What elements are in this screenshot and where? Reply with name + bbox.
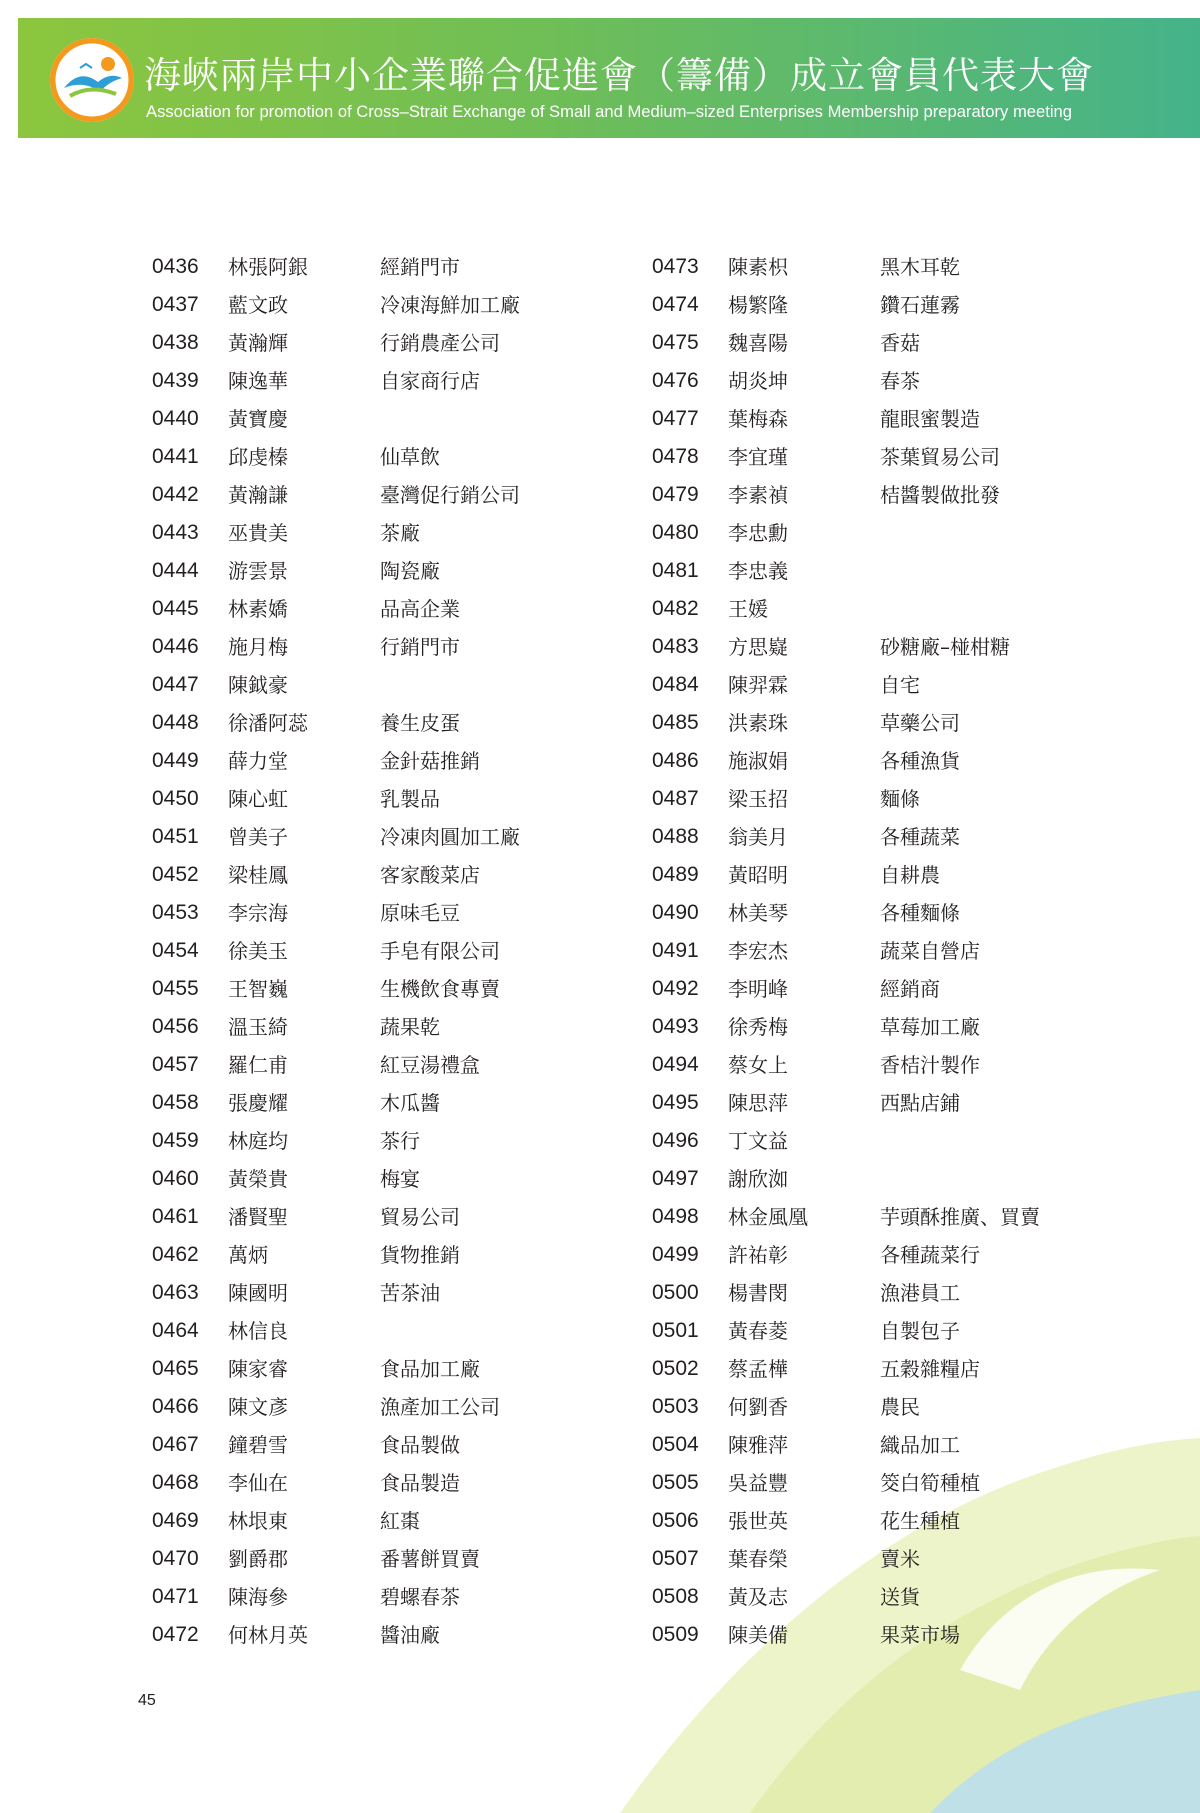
- member-number: 0484: [652, 673, 699, 696]
- member-number: 0501: [652, 1319, 699, 1342]
- member-name: 胡炎坤: [728, 369, 788, 393]
- member-row: [152, 476, 612, 514]
- member-number: 0486: [652, 749, 699, 772]
- member-number: 0448: [152, 711, 199, 734]
- member-name: 何劉香: [728, 1395, 788, 1419]
- member-name: 王智巍: [228, 977, 288, 1001]
- member-number: 0491: [652, 939, 699, 962]
- member-name: 李宗海: [228, 901, 288, 925]
- member-number: 0454: [152, 939, 199, 962]
- member-name: 徐潘阿蕊: [228, 711, 308, 735]
- member-name: 林垠東: [228, 1509, 288, 1533]
- member-name: 林素嬌: [228, 597, 288, 621]
- member-row: [152, 1008, 612, 1046]
- member-row: [152, 1350, 612, 1388]
- member-number: 0471: [152, 1585, 199, 1608]
- member-name: 李忠義: [728, 559, 788, 583]
- member-row: [652, 932, 1112, 970]
- member-row: [652, 438, 1112, 476]
- member-number: 0451: [152, 825, 199, 848]
- member-name: 藍文政: [228, 293, 288, 317]
- member-number: 0466: [152, 1395, 199, 1418]
- member-row: [152, 362, 612, 400]
- member-name: 洪素珠: [728, 711, 788, 735]
- member-number: 0509: [652, 1623, 699, 1646]
- member-business: 送貨: [880, 1585, 920, 1609]
- member-row: [152, 1084, 612, 1122]
- member-name: 李宏杰: [728, 939, 788, 963]
- member-name: 羅仁甫: [228, 1053, 288, 1077]
- member-number: 0478: [652, 445, 699, 468]
- member-number: 0447: [152, 673, 199, 696]
- member-row: [652, 1464, 1112, 1502]
- member-row: [652, 628, 1112, 666]
- member-business: 客家酸菜店: [380, 863, 480, 887]
- member-number: 0504: [652, 1433, 699, 1456]
- member-name: 陳文彥: [228, 1395, 288, 1419]
- member-name: 林張阿銀: [228, 255, 308, 279]
- member-row: [152, 1616, 612, 1654]
- member-name: 施月梅: [228, 635, 288, 659]
- member-name: 林金風凰: [728, 1205, 808, 1229]
- member-row: [152, 932, 612, 970]
- member-row: [652, 856, 1112, 894]
- member-name: 黃瀚輝: [228, 331, 288, 355]
- member-business: 五穀雜糧店: [880, 1357, 980, 1381]
- member-business: 茶行: [380, 1129, 420, 1153]
- member-number: 0442: [152, 483, 199, 506]
- member-name: 陳家睿: [228, 1357, 288, 1381]
- member-name: 張世英: [728, 1509, 788, 1533]
- member-business: 紅棗: [380, 1509, 420, 1533]
- member-number: 0500: [652, 1281, 699, 1304]
- member-name: 潘賢聖: [228, 1205, 288, 1229]
- member-name: 劉爵郡: [228, 1547, 288, 1571]
- member-business: 果菜市場: [880, 1623, 960, 1647]
- member-business: 食品製做: [380, 1433, 460, 1457]
- member-number: 0475: [652, 331, 699, 354]
- member-business: 漁港員工: [880, 1281, 960, 1305]
- member-business: 草莓加工廠: [880, 1015, 980, 1039]
- member-number: 0453: [152, 901, 199, 924]
- member-name: 陳素枳: [728, 255, 788, 279]
- member-name: 徐美玉: [228, 939, 288, 963]
- member-name: 陳海參: [228, 1585, 288, 1609]
- member-business: 食品加工廠: [380, 1357, 480, 1381]
- member-name: 黃春菱: [728, 1319, 788, 1343]
- member-row: [652, 400, 1112, 438]
- member-number: 0493: [652, 1015, 699, 1038]
- member-number: 0462: [152, 1243, 199, 1266]
- member-row: [152, 286, 612, 324]
- member-number: 0437: [152, 293, 199, 316]
- member-business: 仙草飲: [380, 445, 440, 469]
- member-business: 貿易公司: [380, 1205, 460, 1229]
- member-number: 0470: [152, 1547, 199, 1570]
- member-number: 0439: [152, 369, 199, 392]
- member-number: 0457: [152, 1053, 199, 1076]
- member-number: 0477: [652, 407, 699, 430]
- member-row: [152, 590, 612, 628]
- member-number: 0456: [152, 1015, 199, 1038]
- member-business: 龍眼蜜製造: [880, 407, 980, 431]
- member-name: 徐秀梅: [728, 1015, 788, 1039]
- member-name: 黃昭明: [728, 863, 788, 887]
- member-number: 0483: [652, 635, 699, 658]
- member-row: [152, 970, 612, 1008]
- header-banner: [18, 18, 1200, 138]
- member-name: 萬炳: [228, 1243, 268, 1267]
- member-name: 楊書閔: [728, 1281, 788, 1305]
- member-row: [652, 590, 1112, 628]
- member-name: 蔡孟樺: [728, 1357, 788, 1381]
- member-business: 紅豆湯禮盒: [380, 1053, 480, 1077]
- member-name: 李忠勳: [728, 521, 788, 545]
- member-business: 碧螺春茶: [380, 1585, 460, 1609]
- member-name: 丁文益: [728, 1129, 788, 1153]
- member-name: 游雲景: [228, 559, 288, 583]
- member-row: [652, 1426, 1112, 1464]
- member-name: 何林月英: [228, 1623, 308, 1647]
- member-business: 砂糖廠–椪柑糖: [880, 635, 1010, 659]
- member-row: [652, 1046, 1112, 1084]
- member-name: 楊繁隆: [728, 293, 788, 317]
- member-list-right: [652, 248, 1112, 1654]
- member-row: [152, 1046, 612, 1084]
- member-row: [152, 856, 612, 894]
- member-business: 生機飲食專賣: [380, 977, 500, 1001]
- member-business: 自耕農: [880, 863, 940, 887]
- member-business: 冷凍肉圓加工廠: [380, 825, 520, 849]
- member-number: 0492: [652, 977, 699, 1000]
- page-subtitle: Association for promotion of Cross–Strait Exchange of Small and Medium–sized Enterprises Membership preparatory meeting: [146, 102, 1072, 121]
- member-row: [652, 362, 1112, 400]
- member-business: 乳製品: [380, 787, 440, 811]
- member-row: [652, 514, 1112, 552]
- member-row: [152, 1502, 612, 1540]
- member-row: [152, 666, 612, 704]
- member-business: 番薯餅買賣: [380, 1547, 480, 1571]
- member-name: 曾美子: [228, 825, 288, 849]
- member-name: 陳思萍: [728, 1091, 788, 1115]
- member-business: 養生皮蛋: [380, 711, 460, 735]
- member-row: [652, 1084, 1112, 1122]
- member-business: 自家商行店: [380, 369, 480, 393]
- member-business: 芋頭酥推廣、買賣: [880, 1205, 1040, 1229]
- member-business: 品高企業: [380, 597, 460, 621]
- member-number: 0436: [152, 255, 199, 278]
- member-name: 李明峰: [728, 977, 788, 1001]
- member-name: 葉春榮: [728, 1547, 788, 1571]
- member-business: 苦茶油: [380, 1281, 440, 1305]
- member-number: 0443: [152, 521, 199, 544]
- member-name: 邱虔榛: [228, 445, 288, 469]
- member-name: 黃瀚謙: [228, 483, 288, 507]
- member-row: [652, 1578, 1112, 1616]
- member-number: 0444: [152, 559, 199, 582]
- member-row: [152, 704, 612, 742]
- member-number: 0438: [152, 331, 199, 354]
- member-number: 0482: [652, 597, 699, 620]
- member-number: 0505: [652, 1471, 699, 1494]
- member-row: [652, 666, 1112, 704]
- member-business: 梅宴: [380, 1167, 420, 1191]
- member-row: [652, 1160, 1112, 1198]
- member-name: 梁玉招: [728, 787, 788, 811]
- member-name: 薛力堂: [228, 749, 288, 773]
- member-row: [152, 1160, 612, 1198]
- member-row: [652, 1616, 1112, 1654]
- member-name: 蔡女上: [728, 1053, 788, 1077]
- member-business: 貨物推銷: [380, 1243, 460, 1267]
- member-row: [152, 400, 612, 438]
- member-business: 賣米: [880, 1547, 920, 1571]
- member-number: 0446: [152, 635, 199, 658]
- member-row: [152, 1464, 612, 1502]
- member-number: 0480: [652, 521, 699, 544]
- member-number: 0476: [652, 369, 699, 392]
- member-number: 0455: [152, 977, 199, 1000]
- member-business: 花生種植: [880, 1509, 960, 1533]
- member-business: 麵條: [880, 787, 920, 811]
- member-name: 葉梅森: [728, 407, 788, 431]
- member-name: 魏喜陽: [728, 331, 788, 355]
- member-business: 桔醬製做批發: [880, 483, 1000, 507]
- member-business: 筊白筍種植: [880, 1471, 980, 1495]
- member-business: 經銷商: [880, 977, 940, 1001]
- member-business: 陶瓷廠: [380, 559, 440, 583]
- member-number: 0487: [652, 787, 699, 810]
- member-row: [152, 1198, 612, 1236]
- member-business: 行銷農產公司: [380, 331, 500, 355]
- member-row: [152, 780, 612, 818]
- member-name: 施淑娟: [728, 749, 788, 773]
- member-row: [152, 818, 612, 856]
- member-row: [152, 248, 612, 286]
- member-number: 0490: [652, 901, 699, 924]
- member-row: [652, 970, 1112, 1008]
- member-row: [652, 1274, 1112, 1312]
- member-name: 梁桂鳳: [228, 863, 288, 887]
- member-number: 0502: [652, 1357, 699, 1380]
- member-row: [152, 628, 612, 666]
- member-name: 方思嶷: [728, 635, 788, 659]
- member-number: 0497: [652, 1167, 699, 1190]
- member-number: 0461: [152, 1205, 199, 1228]
- member-row: [152, 1540, 612, 1578]
- member-name: 陳雅萍: [728, 1433, 788, 1457]
- member-business: 茶廠: [380, 521, 420, 545]
- logo-graphic: [50, 38, 134, 122]
- member-row: [652, 818, 1112, 856]
- member-name: 陳心虹: [228, 787, 288, 811]
- member-name: 黃寶慶: [228, 407, 288, 431]
- member-row: [652, 1350, 1112, 1388]
- member-number: 0507: [652, 1547, 699, 1570]
- member-name: 李仙在: [228, 1471, 288, 1495]
- member-business: 冷凍海鮮加工廠: [380, 293, 520, 317]
- member-business: 各種麵條: [880, 901, 960, 925]
- member-business: 自製包子: [880, 1319, 960, 1343]
- member-business: 各種蔬菜: [880, 825, 960, 849]
- member-name: 林美琴: [728, 901, 788, 925]
- member-business: 經銷門市: [380, 255, 460, 279]
- member-number: 0485: [652, 711, 699, 734]
- member-row: [652, 1122, 1112, 1160]
- member-row: [652, 1198, 1112, 1236]
- member-name: 巫貴美: [228, 521, 288, 545]
- member-row: [152, 894, 612, 932]
- member-number: 0488: [652, 825, 699, 848]
- member-business: 西點店鋪: [880, 1091, 960, 1115]
- member-row: [152, 514, 612, 552]
- member-row: [652, 704, 1112, 742]
- member-list-left: [152, 248, 612, 1654]
- member-name: 林信良: [228, 1319, 288, 1343]
- member-number: 0498: [652, 1205, 699, 1228]
- member-business: 自宅: [880, 673, 920, 697]
- member-row: [152, 1122, 612, 1160]
- member-business: 黑木耳乾: [880, 255, 960, 279]
- member-name: 張慶耀: [228, 1091, 288, 1115]
- member-name: 鐘碧雪: [228, 1433, 288, 1457]
- member-business: 蔬果乾: [380, 1015, 440, 1039]
- member-business: 各種漁貨: [880, 749, 960, 773]
- member-number: 0472: [152, 1623, 199, 1646]
- member-row: [652, 1502, 1112, 1540]
- member-business: 漁產加工公司: [380, 1395, 500, 1419]
- member-business: 木瓜醬: [380, 1091, 440, 1115]
- member-business: 各種蔬菜行: [880, 1243, 980, 1267]
- member-row: [652, 1388, 1112, 1426]
- member-number: 0499: [652, 1243, 699, 1266]
- association-logo: [50, 38, 134, 122]
- member-name: 林庭均: [228, 1129, 288, 1153]
- member-name: 王媛: [728, 597, 768, 621]
- member-business: 織品加工: [880, 1433, 960, 1457]
- member-number: 0489: [652, 863, 699, 886]
- member-row: [152, 324, 612, 362]
- member-name: 陳鉞豪: [228, 673, 288, 697]
- page-title: 海峽兩岸中小企業聯合促進會（籌備）成立會員代表大會: [144, 54, 1094, 97]
- member-number: 0503: [652, 1395, 699, 1418]
- member-row: [652, 1312, 1112, 1350]
- member-number: 0464: [152, 1319, 199, 1342]
- member-number: 0474: [652, 293, 699, 316]
- member-row: [652, 324, 1112, 362]
- member-business: 醬油廠: [380, 1623, 440, 1647]
- member-row: [152, 1312, 612, 1350]
- member-number: 0495: [652, 1091, 699, 1114]
- member-number: 0459: [152, 1129, 199, 1152]
- member-row: [152, 1388, 612, 1426]
- member-name: 黃及志: [728, 1585, 788, 1609]
- member-row: [652, 286, 1112, 324]
- member-business: 鑽石蓮霧: [880, 293, 960, 317]
- member-name: 李素禎: [728, 483, 788, 507]
- member-number: 0450: [152, 787, 199, 810]
- member-business: 金針菇推銷: [380, 749, 480, 773]
- member-row: [652, 1236, 1112, 1274]
- member-number: 0468: [152, 1471, 199, 1494]
- member-business: 手皂有限公司: [380, 939, 500, 963]
- member-row: [652, 1540, 1112, 1578]
- member-row: [652, 476, 1112, 514]
- member-row: [152, 1274, 612, 1312]
- member-number: 0452: [152, 863, 199, 886]
- member-number: 0469: [152, 1509, 199, 1532]
- member-row: [652, 248, 1112, 286]
- member-business: 原味毛豆: [380, 901, 460, 925]
- member-business: 臺灣促行銷公司: [380, 483, 520, 507]
- member-number: 0458: [152, 1091, 199, 1114]
- member-number: 0473: [652, 255, 699, 278]
- member-number: 0465: [152, 1357, 199, 1380]
- member-row: [152, 552, 612, 590]
- member-name: 陳國明: [228, 1281, 288, 1305]
- member-row: [152, 438, 612, 476]
- member-row: [152, 1578, 612, 1616]
- member-name: 李宜瑾: [728, 445, 788, 469]
- member-business: 食品製造: [380, 1471, 460, 1495]
- member-name: 陳逸華: [228, 369, 288, 393]
- member-number: 0508: [652, 1585, 699, 1608]
- member-row: [652, 780, 1112, 818]
- member-number: 0460: [152, 1167, 199, 1190]
- member-number: 0467: [152, 1433, 199, 1456]
- member-business: 蔬菜自營店: [880, 939, 980, 963]
- member-name: 吳益豐: [728, 1471, 788, 1495]
- member-row: [152, 1236, 612, 1274]
- member-row: [152, 742, 612, 780]
- member-row: [652, 742, 1112, 780]
- member-number: 0445: [152, 597, 199, 620]
- member-row: [652, 1008, 1112, 1046]
- member-business: 香菇: [880, 331, 920, 355]
- member-business: 草藥公司: [880, 711, 960, 735]
- member-name: 謝欣洳: [728, 1167, 788, 1191]
- member-business: 農民: [880, 1395, 920, 1419]
- member-number: 0494: [652, 1053, 699, 1076]
- member-business: 香桔汁製作: [880, 1053, 980, 1077]
- member-number: 0441: [152, 445, 199, 468]
- member-name: 許祐彰: [728, 1243, 788, 1267]
- member-name: 黃榮貴: [228, 1167, 288, 1191]
- member-name: 陳美備: [728, 1623, 788, 1647]
- member-name: 陳羿霖: [728, 673, 788, 697]
- member-name: 溫玉綺: [228, 1015, 288, 1039]
- member-number: 0463: [152, 1281, 199, 1304]
- member-number: 0506: [652, 1509, 699, 1532]
- member-number: 0479: [652, 483, 699, 506]
- member-number: 0449: [152, 749, 199, 772]
- member-name: 翁美月: [728, 825, 788, 849]
- member-row: [652, 894, 1112, 932]
- member-number: 0440: [152, 407, 199, 430]
- member-business: 茶葉貿易公司: [880, 445, 1000, 469]
- member-number: 0496: [652, 1129, 699, 1152]
- member-business: 春茶: [880, 369, 920, 393]
- member-number: 0481: [652, 559, 699, 582]
- member-business: 行銷門市: [380, 635, 460, 659]
- member-row: [652, 552, 1112, 590]
- member-row: [152, 1426, 612, 1464]
- page-number: 45: [138, 1692, 156, 1709]
